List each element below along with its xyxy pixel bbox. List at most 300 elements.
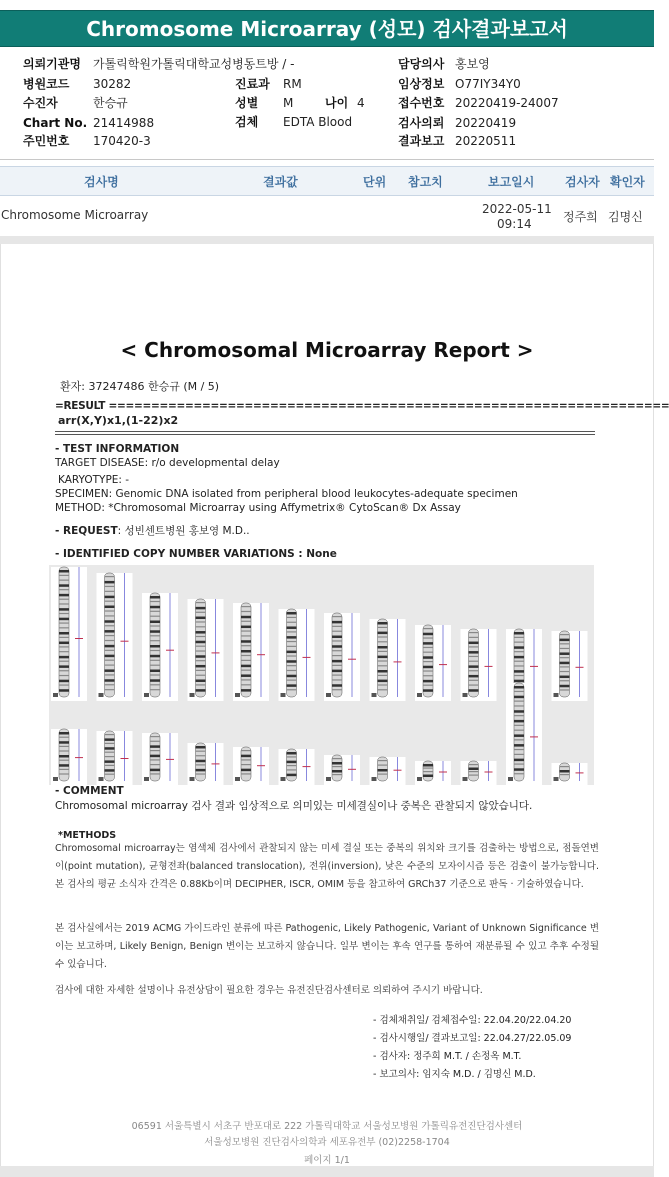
karyogram-mark xyxy=(514,773,524,774)
karyogram-mark xyxy=(196,641,206,644)
karyogram-mark xyxy=(150,645,160,648)
karyogram-mark xyxy=(59,746,69,747)
karyogram-mark xyxy=(150,670,160,673)
col-result[interactable]: 결과값 xyxy=(263,175,298,189)
karyogram-mark xyxy=(150,741,160,742)
karyogram-mark xyxy=(287,761,297,764)
karyogram-mark xyxy=(59,750,69,751)
karyogram-mark xyxy=(463,777,468,781)
karyogram-mark xyxy=(59,642,69,645)
karyogram-mark xyxy=(196,646,206,647)
col-tester[interactable]: 검사자 xyxy=(565,175,600,189)
karyogram-mark xyxy=(241,630,251,631)
karyogram-mark xyxy=(105,747,115,750)
karyogram-mark xyxy=(59,608,69,611)
karyotype: KARYOTYPE: - xyxy=(58,474,130,486)
karyogram-mark xyxy=(287,675,297,678)
karyogram-mark xyxy=(287,752,297,755)
karyogram-mark xyxy=(378,689,388,690)
karyogram-mark xyxy=(105,734,115,735)
karyogram-mark xyxy=(469,665,479,668)
karyogram-mark xyxy=(59,656,69,659)
karyogram-mark xyxy=(150,674,160,675)
karyogram-mark xyxy=(332,679,342,680)
info-label: 검체 xyxy=(235,115,259,129)
karyogram-mark xyxy=(105,655,115,658)
karyogram-mark xyxy=(150,764,160,765)
info-label: 나이 xyxy=(325,96,349,110)
karyogram-mark xyxy=(105,674,115,675)
karyogram-mark xyxy=(423,661,433,662)
karyogram-mark xyxy=(423,628,433,629)
karyogram-mark xyxy=(150,606,160,609)
karyogram-mark xyxy=(332,770,342,773)
karyogram-mark xyxy=(196,631,206,634)
karyogram-mark xyxy=(59,737,69,738)
karyogram-mark xyxy=(59,651,69,652)
karyogram-mark xyxy=(196,746,206,749)
karyogram-mark xyxy=(514,715,524,716)
karyogram-mark xyxy=(332,660,342,663)
result-label: =RESULT ================================================================== xyxy=(55,400,669,412)
report-heading: < Chromosomal Microarray Report > xyxy=(120,338,534,362)
info-label: 임상정보 xyxy=(398,77,445,91)
karyogram-mark xyxy=(423,768,433,769)
karyogram-mark xyxy=(105,640,115,641)
karyogram-mark xyxy=(423,666,433,669)
karyogram-mark xyxy=(105,689,115,690)
karyogram-mark xyxy=(469,661,479,662)
karyogram-mark xyxy=(99,693,104,697)
karyogram-mark xyxy=(332,758,342,759)
karyogram-mark xyxy=(150,750,160,751)
karyogram-mark xyxy=(332,670,342,673)
karyogram-mark xyxy=(423,670,433,671)
karyogram-mark xyxy=(59,732,69,735)
karyogram-mark xyxy=(59,665,69,668)
karyogram-mark xyxy=(150,684,160,685)
karyogram-mark xyxy=(105,576,115,577)
karyogram-mark xyxy=(514,632,524,635)
karyogram-mark xyxy=(326,777,331,781)
karyogram-mark xyxy=(514,705,524,706)
karyogram-mark xyxy=(514,651,524,652)
karyogram-mark xyxy=(144,693,149,697)
karyogram-mark xyxy=(514,656,524,659)
report-title-bar: Chromosome Microarray (성모) 검사결과보고서 xyxy=(0,10,654,47)
karyogram-mark xyxy=(378,769,388,772)
comment-text: Chromosomal microarray 검사 결과 임상적으로 의미있는 미세결실이나 중복은 관찰되지 않았습니다. xyxy=(55,800,533,812)
karyogram-mark xyxy=(241,773,251,774)
info-value: 21414988 xyxy=(93,116,155,130)
karyogram-mark xyxy=(423,633,433,636)
karyogram-mark xyxy=(241,764,251,765)
karyogram-mark xyxy=(196,650,206,651)
karyogram-mark xyxy=(241,650,251,653)
karyogram-mark xyxy=(514,686,524,689)
karyogram-mark xyxy=(196,665,206,668)
col-report-date[interactable]: 보고일시 xyxy=(488,175,535,189)
karyogram-mark xyxy=(560,652,570,655)
karyogram-mark xyxy=(150,660,160,661)
karyogram-mark xyxy=(150,679,160,682)
karyogram-mark xyxy=(514,646,524,649)
karyogram-mark xyxy=(59,773,69,774)
karyogram-mark xyxy=(59,675,69,676)
karyogram-mark xyxy=(59,670,69,671)
karyogram-mark xyxy=(560,689,570,690)
karyogram-mark xyxy=(196,760,206,763)
karyogram-mark xyxy=(423,637,433,638)
karyogram-mark xyxy=(287,660,297,663)
page-number: 페이지 1/1 xyxy=(304,1155,350,1166)
info-label: 검사의뢰 xyxy=(398,116,445,130)
karyogram-mark xyxy=(105,669,115,672)
karyogram-mark xyxy=(196,607,206,610)
karyogram-mark xyxy=(287,684,297,687)
info-label: 의뢰기관명 xyxy=(23,57,81,71)
karyogram-mark xyxy=(423,680,433,683)
karyogram-mark xyxy=(554,777,559,781)
col-unit[interactable]: 단위 xyxy=(363,175,387,189)
request-line xyxy=(55,523,250,538)
karyogram-mark xyxy=(287,756,297,757)
karyogram-mark xyxy=(332,650,342,651)
karyogram-mark xyxy=(287,680,297,681)
karyogram-mark xyxy=(560,774,570,775)
karyogram-mark xyxy=(59,584,69,587)
report-patient: 환자: 37247486 한승규 (M / 5) xyxy=(60,380,220,393)
karyogram-mark xyxy=(150,689,160,690)
karyogram-mark xyxy=(105,660,115,661)
test-name[interactable]: Chromosome Microarray xyxy=(1,208,149,222)
karyogram-mark xyxy=(287,769,297,770)
info-value: 30282 xyxy=(93,77,132,91)
tester-name: 정주희 xyxy=(563,210,598,224)
karyogram-mark xyxy=(105,738,115,741)
karyogram-mark xyxy=(469,651,479,654)
info-value: 170420-3 xyxy=(93,134,151,148)
karyogram-mark xyxy=(417,693,422,697)
karyogram-image xyxy=(49,565,594,785)
karyogram-mark xyxy=(241,660,251,661)
karyogram-mark xyxy=(150,759,160,760)
request-label: - REQUEST xyxy=(55,525,118,537)
karyogram-mark xyxy=(196,670,206,671)
karyogram-mark xyxy=(105,756,115,757)
karyogram-mark xyxy=(378,646,388,649)
karyogram-mark xyxy=(196,675,206,676)
karyogram-mark xyxy=(196,602,206,603)
karyogram-mark xyxy=(423,647,433,648)
karyogram-mark xyxy=(560,639,570,642)
karyogram-mark xyxy=(332,766,342,767)
karyogram-mark xyxy=(469,768,479,771)
karyogram-mark xyxy=(196,621,206,622)
karyogram-mark xyxy=(196,660,206,661)
info-value: 4 xyxy=(357,96,365,110)
karyogram-mark xyxy=(514,675,524,676)
karyogram-mark xyxy=(332,689,342,690)
confirmer-name: 김명신 xyxy=(608,210,643,224)
karyogram-mark xyxy=(514,665,524,666)
karyogram-mark xyxy=(59,570,69,573)
karyogram-mark xyxy=(560,671,570,672)
karyogram-mark xyxy=(150,755,160,758)
karyogram-mark xyxy=(326,693,331,697)
karyogram-mark xyxy=(196,764,206,765)
karyogram-mark xyxy=(469,670,479,671)
karyogram-mark xyxy=(105,765,115,766)
info-value: 가톨릭학원가톨릭대학교성병동트방 / - xyxy=(93,57,295,71)
date-line: - 검사자: 정주희 M.T. / 손정옥 M.T. xyxy=(373,1051,522,1062)
karyogram-mark xyxy=(241,755,251,758)
double-rule xyxy=(55,431,595,435)
cnv-title: - IDENTIFIED COPY NUMBER VARIATIONS : None xyxy=(55,548,337,560)
karyogram-mark xyxy=(463,693,468,697)
karyogram-mark xyxy=(59,594,69,597)
col-test-name[interactable]: 검사명 xyxy=(84,175,119,189)
date-line: - 보고의사: 임지숙 M.D. / 김명신 M.D. xyxy=(373,1069,536,1080)
karyogram-mark xyxy=(423,771,433,772)
date-line: - 검사시행일/ 결과보고일: 22.04.27/22.05.09 xyxy=(373,1033,572,1044)
karyogram-mark xyxy=(241,621,251,622)
karyogram-mark xyxy=(287,631,297,632)
karyogram-mark xyxy=(514,739,524,740)
karyogram-mark xyxy=(53,777,58,781)
karyogram-mark xyxy=(332,665,342,666)
karyogram-mark xyxy=(469,632,479,633)
karyogram-mark xyxy=(378,765,388,766)
karyogram-mark xyxy=(241,665,251,668)
karyogram-mark xyxy=(241,606,251,607)
info-label: 수진자 xyxy=(23,96,58,110)
info-value: 20220419-24007 xyxy=(455,96,559,110)
karyogram-mark xyxy=(150,736,160,737)
target-disease: TARGET DISEASE: r/o developmental delay xyxy=(55,457,280,469)
karyogram-mark xyxy=(196,684,206,685)
info-value: 한승규 xyxy=(93,96,128,110)
karyogram-mark xyxy=(241,759,251,760)
karyogram-mark xyxy=(196,773,206,774)
test-info-title: - TEST INFORMATION xyxy=(55,443,180,455)
karyogram-mark xyxy=(560,634,570,635)
info-value: 홍보영 xyxy=(455,57,490,71)
karyogram-mark xyxy=(287,641,297,642)
karyogram-mark xyxy=(59,680,69,683)
karyogram-mark xyxy=(105,769,115,772)
karyogram-mark xyxy=(378,632,388,635)
karyogram-mark xyxy=(378,641,388,642)
karyogram-mark xyxy=(196,751,206,752)
karyogram-mark xyxy=(514,670,524,673)
karyogram-mark xyxy=(469,771,479,772)
karyogram-mark xyxy=(332,626,342,627)
karyogram-mark xyxy=(196,626,206,627)
info-label: 주민번호 xyxy=(23,134,70,148)
karyogram-mark xyxy=(150,635,160,636)
karyogram-mark xyxy=(241,750,251,751)
comment-title: - COMMENT xyxy=(55,785,124,797)
karyogram-mark xyxy=(287,774,297,777)
karyogram-mark xyxy=(514,734,524,737)
karyogram-mark xyxy=(423,656,433,659)
karyogram-mark xyxy=(560,657,570,658)
karyogram-mark xyxy=(332,762,342,765)
karyogram-mark xyxy=(150,625,160,626)
karyogram-mark xyxy=(514,661,524,662)
karyogram-mark xyxy=(105,635,115,636)
karyogram-mark xyxy=(378,760,388,761)
karyogram-mark xyxy=(378,622,388,625)
method: METHOD: *Chromosomal Microarray using Affymetrix® CytoScan® Dx Assay xyxy=(55,502,461,514)
karyogram-mark xyxy=(560,666,570,667)
karyogram-mark xyxy=(514,696,524,699)
report-date: 2022-05-11 xyxy=(482,202,552,216)
karyogram-mark xyxy=(514,701,524,702)
karyogram-mark xyxy=(105,581,115,584)
karyogram-mark xyxy=(241,645,251,646)
karyogram-mark xyxy=(514,710,524,713)
karyogram-mark xyxy=(423,685,433,686)
karyogram-mark xyxy=(287,689,297,690)
karyogram-mark xyxy=(514,744,524,747)
karyogram-mark xyxy=(332,616,342,617)
date-line: - 검체채취일/ 검체접수일: 22.04.20/22.04.20 xyxy=(373,1015,572,1026)
karyogram-mark xyxy=(241,640,251,643)
karyogram-mark xyxy=(241,611,251,612)
karyogram-mark xyxy=(287,665,297,666)
karyogram-mark xyxy=(423,775,433,778)
karyogram-mark xyxy=(105,586,115,587)
col-confirmer[interactable]: 확인자 xyxy=(610,175,645,189)
karyogram-mark xyxy=(332,684,342,687)
info-label: 담당의사 xyxy=(398,57,445,71)
karyogram-graphic xyxy=(49,565,594,785)
karyogram-mark xyxy=(378,656,388,659)
karyogram-mark xyxy=(332,640,342,641)
karyogram-mark xyxy=(59,689,69,692)
karyogram-mark xyxy=(105,650,115,651)
info-label: 병원코드 xyxy=(23,77,70,91)
karyogram-mark xyxy=(105,752,115,753)
karyogram-mark xyxy=(287,651,297,654)
karyogram-mark xyxy=(190,777,195,781)
karyogram-mark xyxy=(241,626,251,629)
karyogram-mark xyxy=(59,627,69,628)
karyogram-mark xyxy=(372,777,377,781)
karyogram-mark xyxy=(241,674,251,677)
karyogram-mark xyxy=(332,636,342,639)
karyogram-mark xyxy=(241,679,251,680)
bottom-band xyxy=(0,1166,654,1177)
karyogram-mark xyxy=(105,774,115,775)
karyogram-mark xyxy=(150,616,160,617)
karyogram-mark xyxy=(150,773,160,774)
karyogram-mark xyxy=(235,693,240,697)
karyogram-mark xyxy=(241,655,251,656)
karyogram-mark xyxy=(59,613,69,614)
karyogram-mark xyxy=(287,670,297,671)
karyogram-mark xyxy=(59,755,69,758)
info-label: Chart No. xyxy=(23,116,88,130)
karyogram-mark xyxy=(332,631,342,632)
karyogram-mark xyxy=(469,675,479,678)
karyogram-mark xyxy=(423,689,433,692)
karyogram-mark xyxy=(196,679,206,682)
karyogram-mark xyxy=(59,632,69,635)
karyogram-mark xyxy=(59,741,69,744)
karyogram-mark xyxy=(287,617,297,618)
karyogram-mark xyxy=(514,759,524,762)
karyogram-mark xyxy=(378,636,388,637)
karyogram-mark xyxy=(196,769,206,772)
col-reference[interactable]: 참고치 xyxy=(408,175,443,189)
karyogram-mark xyxy=(514,720,524,723)
karyogram-mark xyxy=(378,684,388,685)
karyogram-mark xyxy=(241,689,251,692)
karyogram-mark xyxy=(469,642,479,645)
karyogram-mark xyxy=(196,755,206,756)
karyogram-mark xyxy=(59,760,69,761)
karyogram-mark xyxy=(105,630,115,633)
karyogram-mark xyxy=(241,635,251,636)
karyogram-mark xyxy=(105,645,115,648)
karyogram-mark xyxy=(105,610,115,611)
karyogram-mark xyxy=(59,661,69,662)
methods-paragraph-2: 본 검사실에서는 2019 ACMG 가이드라인 분류에 따른 Pathogenic, Likely Pathogenic, Variant of Unknown Significance 변이는 보고하며, Likely Benign, Benign 변이는 보고하지 않습니다. 일부 변이는 후속 연구를 통하여 재분류될 수 있고 추후 수정될 수 있습니다. xyxy=(55,923,599,970)
karyogram-mark xyxy=(378,651,388,652)
karyogram-mark xyxy=(514,730,524,731)
karyogram-mark xyxy=(59,684,69,685)
karyogram-mark xyxy=(560,676,570,679)
karyogram-mark xyxy=(196,689,206,692)
karyogram-mark xyxy=(514,637,524,638)
karyogram-mark xyxy=(150,655,160,658)
karyogram-mark xyxy=(190,693,195,697)
karyogram-mark xyxy=(423,764,433,767)
footer-address: 06591 서울특별시 서초구 반포대로 222 가톨릭대학교 서울성모병원 가톨릭유전진단검사센터 xyxy=(131,1121,523,1132)
karyogram-mark xyxy=(59,603,69,604)
karyogram-mark xyxy=(423,652,433,653)
karyogram-mark xyxy=(105,760,115,763)
karyogram-mark xyxy=(469,646,479,647)
karyogram-mark xyxy=(59,637,69,638)
karyogram-mark xyxy=(469,680,479,681)
karyogram-mark xyxy=(105,620,115,623)
karyogram-mark xyxy=(144,777,149,781)
karyogram-mark xyxy=(514,725,524,726)
report-time: 09:14 xyxy=(497,217,532,231)
request-value: : 성빈센트병원 홍보영 M.D.. xyxy=(117,525,250,537)
karyogram-mark xyxy=(560,685,570,688)
karyogram-mark xyxy=(59,646,69,647)
karyogram-mark xyxy=(105,606,115,609)
karyogram-mark xyxy=(196,612,206,613)
karyogram-mark xyxy=(378,627,388,628)
karyogram-mark xyxy=(332,645,342,648)
karyogram-mark xyxy=(53,693,58,697)
karyogram-mark xyxy=(560,770,570,773)
karyogram-mark xyxy=(514,768,524,771)
info-value: 20220419 xyxy=(455,116,517,130)
karyogram-mark xyxy=(423,642,433,645)
karyogram-mark xyxy=(281,777,286,781)
karyogram-mark xyxy=(332,655,342,656)
karyogram-mark xyxy=(59,764,69,767)
karyogram-mark xyxy=(150,596,160,599)
karyogram-mark xyxy=(560,643,570,644)
